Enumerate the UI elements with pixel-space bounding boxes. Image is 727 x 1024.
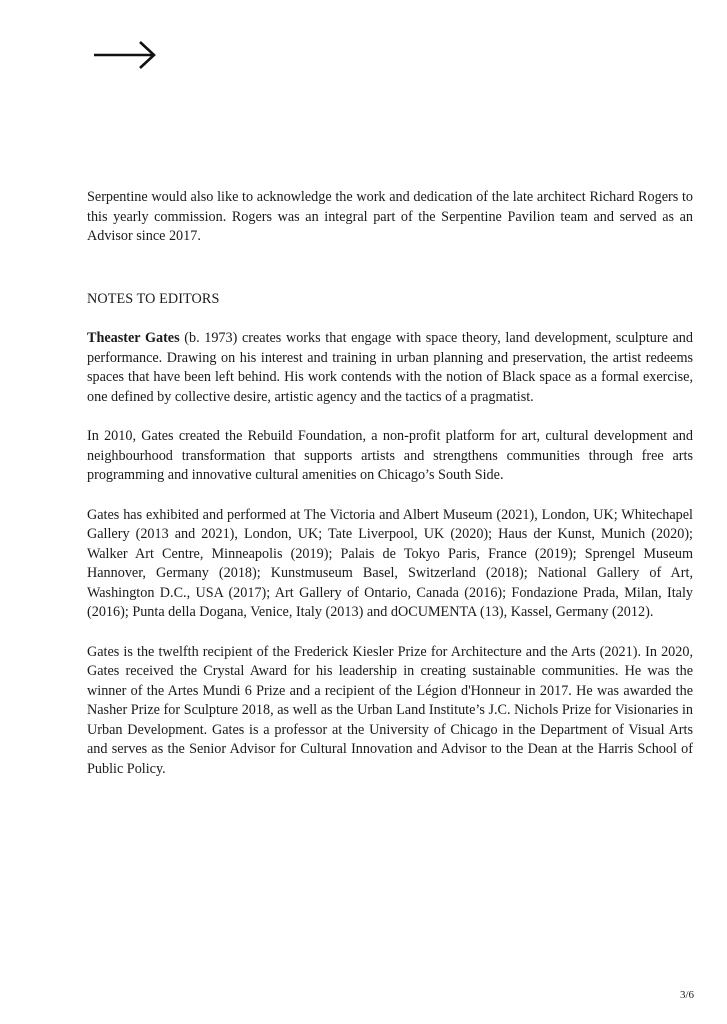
artist-name: Theaster Gates [87,330,180,346]
awards-paragraph: Gates is the twelfth recipient of the Frederick Kiesler Prize for Architecture and the Arts (2021). In 2020, Gates received the Crystal Award for his leadership in creating sustainable communities. He was the winner of the Artes Mundi 6 Prize and a recipient of the Légion d'Honneur in 2017. He was awarded the Nasher Prize for Sculpture 2018, as well as the Urban Land Institute’s J.C. Nichols Prize for Visionaries in Urban Development. Gates is a professor at the University of Chicago in the Department of Visual Arts and serves as the Senior Advisor for Cultural Innovation and Advisor to the Dean at the Harris School of Public Policy. [87,643,693,777]
rebuild-paragraph: In 2010, Gates created the Rebuild Foundation, a non-profit platform for art, cultural development and neighbourhood transformation that supports artists and strengthens communities through free arts programming and innovative cultural amenities on Chicago’s South Side. [87,428,693,483]
acknowledgement-paragraph: Serpentine would also like to acknowledge the work and dedication of the late architect Richard Rogers to this yearly commission. Rogers was an integral part of the Serpentine Pavilion team and served as an Advisor since 2017. [87,189,693,244]
arrow-right-icon [93,40,157,70]
page-number: 3/6 [679,989,694,1001]
notes-heading: NOTES TO EDITORS [87,290,220,307]
bio-text: (b. 1973) creates works that engage with space theory, land development, sculpture and performance. Drawing on his interest and training in urban planning and preservation, the artist redeems spaces that have been left behind. His work contends with the notion of Black space as a formal exercise, one defined by collective desire, artistic agency and the tactics of a pragmatist. [87,330,693,405]
exhibitions-paragraph: Gates has exhibited and performed at The Victoria and Albert Museum (2021), London, UK; Whitechapel Gallery (2013 and 2021), London, UK; Tate Liverpool, UK (2020); Haus der Kunst, Munich (2020); Walker Art Centre, Minneapolis (2019); Palais de Tokyo Paris, France (2019); Sprengel Museum Hannover, Germany (2018); Kunstmuseum Basel, Switzerland (2018); National Gallery of Art, Washington D.C., USA (2017); Art Gallery of Ontario, Canada (2016); Fondazione Prada, Milan, Italy (2016); Punta della Dogana, Venice, Italy (2013) and dOCUMENTA (13), Kassel, Germany (2012). [87,506,693,620]
document-body [87,188,693,779]
bio-paragraph [87,329,693,407]
